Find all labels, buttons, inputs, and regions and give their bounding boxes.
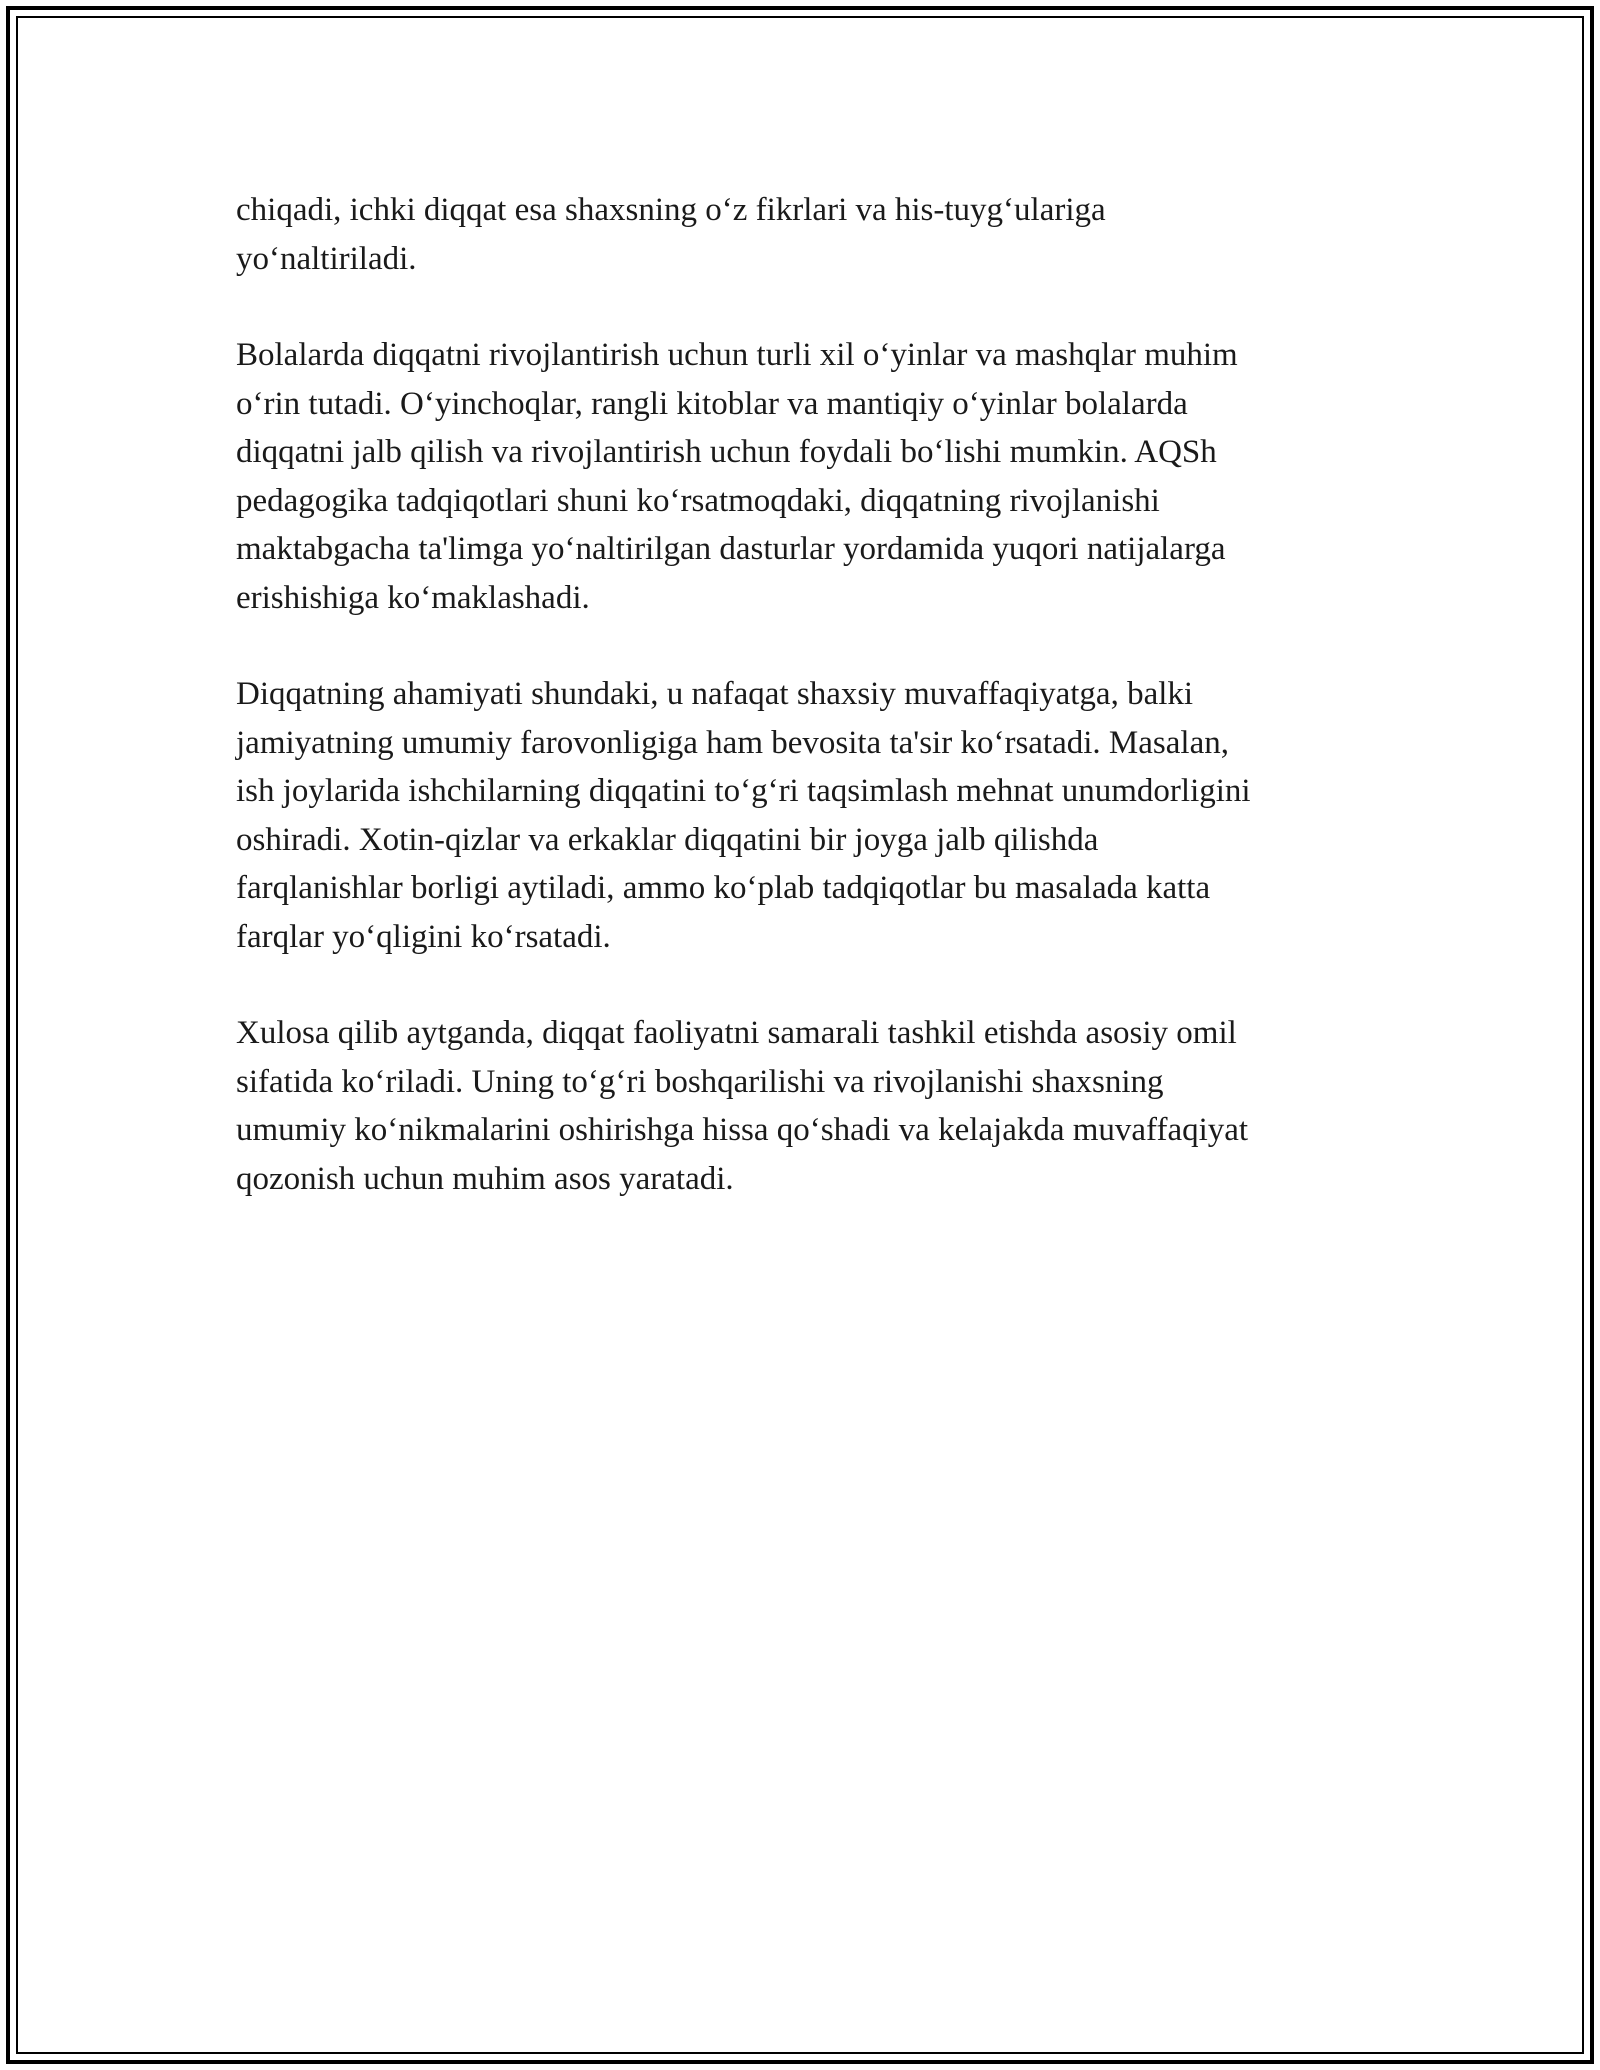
paragraph-2: Bolalarda diqqatni rivojlantirish uchun turli xil o‘yinlar va mashqlar muhim o‘rin tutadi. O‘yinchoqlar, rangli kitoblar va mantiqiy o‘yinlar bolalarda diqqatni jalb qilish va rivojlantirish uchun foydali bo‘lishi mumkin. AQSh pedagogika tadqiqotlari shuni ko‘rsatmoqdaki, diqqatning rivojlanishi maktabgacha ta'limga yo‘naltirilgan dasturlar yordamida yuqori natijalarga erishishiga ko‘maklashadi. [236, 337, 1238, 616]
document-body [236, 186, 1396, 1251]
paragraph-1: chiqadi, ichki diqqat esa shaxsning o‘z fikrlari va his-tuyg‘ulariga yo‘naltiriladi. [236, 192, 1106, 277]
paragraph-4: Xulosa qilib aytganda, diqqat faoliyatni samarali tashkil etishda asosiy omil sifatida ko‘riladi. Uning to‘g‘ri boshqarilishi va rivojlanishi shaxsning umumiy ko‘nikmalarini oshirishga hissa qo‘shadi va kelajakda muvaffaqiyat qozonish uchun muhim asos yaratadi. [236, 1015, 1249, 1197]
paragraph-3: Diqqatning ahamiyati shundaki, u nafaqat shaxsiy muvaffaqiyatga, balki jamiyatning umumiy farovonligiga ham bevosita ta'sir ko‘rsatadi. Masalan, ish joylarida ishchilarning diqqatini to‘g‘ri taqsimlash mehnat unumdorligini oshiradi. Xotin-qizlar va erkaklar diqqatini bir joyga jalb qilishda farqlanishlar borligi aytiladi, ammo ko‘plab tadqiqotlar bu masalada katta farqlar yo‘qligini ko‘rsatadi. [236, 676, 1251, 955]
